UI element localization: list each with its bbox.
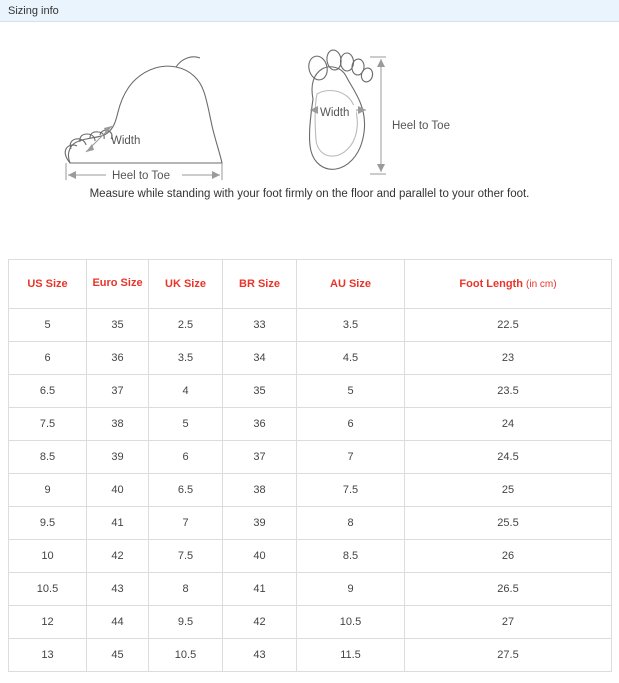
table-cell: 23	[405, 342, 612, 375]
table-cell: 22.5	[405, 309, 612, 342]
table-cell: 42	[223, 606, 297, 639]
size-chart-table-container	[8, 259, 611, 672]
table-cell: 10.5	[9, 573, 87, 606]
table-row	[9, 342, 612, 375]
side-view-width-arrow	[86, 126, 112, 152]
measurement-note: Measure while standing with your foot firmly on the floor and parallel to your other foot.	[89, 188, 530, 200]
table-cell: 8.5	[9, 441, 87, 474]
table-cell: 25	[405, 474, 612, 507]
table-row	[9, 441, 612, 474]
table-cell: 42	[87, 540, 149, 573]
table-cell: 43	[87, 573, 149, 606]
table-cell: 3.5	[149, 342, 223, 375]
table-cell: 38	[87, 408, 149, 441]
foot-length-label: Foot Length	[459, 278, 523, 290]
table-cell: 2.5	[149, 309, 223, 342]
table-cell: 35	[223, 375, 297, 408]
table-cell: 33	[223, 309, 297, 342]
diagram-svg	[0, 22, 619, 192]
table-cell: 25.5	[405, 507, 612, 540]
foot-measurement-diagram	[0, 22, 619, 200]
table-cell: 8	[297, 507, 405, 540]
table-cell: 37	[87, 375, 149, 408]
table-cell: 10.5	[297, 606, 405, 639]
table-cell: 7.5	[9, 408, 87, 441]
table-cell: 41	[223, 573, 297, 606]
column-header-br-size: BR Size	[223, 260, 297, 309]
table-cell: 13	[9, 639, 87, 672]
table-row	[9, 540, 612, 573]
table-cell: 5	[9, 309, 87, 342]
column-header-us-size: US Size	[9, 260, 87, 309]
table-cell: 37	[223, 441, 297, 474]
table-cell: 23.5	[405, 375, 612, 408]
table-cell: 24.5	[405, 441, 612, 474]
size-chart-table	[8, 259, 612, 672]
column-header-euro-size: Euro Size	[87, 260, 149, 309]
table-cell: 41	[87, 507, 149, 540]
table-cell: 6.5	[149, 474, 223, 507]
table-cell: 7	[149, 507, 223, 540]
section-header	[0, 0, 619, 22]
table-cell: 7.5	[297, 474, 405, 507]
top-view-heel-to-toe-label: Heel to Toe	[392, 120, 450, 132]
table-header-row	[9, 260, 612, 309]
table-cell: 26	[405, 540, 612, 573]
column-header-au-size: AU Size	[297, 260, 405, 309]
table-cell: 7	[297, 441, 405, 474]
table-cell: 12	[9, 606, 87, 639]
table-cell: 11.5	[297, 639, 405, 672]
table-cell: 9.5	[149, 606, 223, 639]
table-row	[9, 639, 612, 672]
table-cell: 5	[149, 408, 223, 441]
table-row	[9, 375, 612, 408]
table-cell: 8.5	[297, 540, 405, 573]
table-cell: 26.5	[405, 573, 612, 606]
side-view-heel-to-toe-label: Heel to Toe	[112, 170, 170, 182]
page-title: Sizing info	[8, 4, 59, 17]
table-cell: 9.5	[9, 507, 87, 540]
table-body	[9, 309, 612, 672]
table-cell: 4	[149, 375, 223, 408]
table-cell: 40	[223, 540, 297, 573]
table-cell: 6	[9, 342, 87, 375]
table-cell: 9	[9, 474, 87, 507]
table-cell: 44	[87, 606, 149, 639]
table-cell: 27.5	[405, 639, 612, 672]
table-cell: 39	[223, 507, 297, 540]
table-cell: 35	[87, 309, 149, 342]
table-row	[9, 507, 612, 540]
table-cell: 10.5	[149, 639, 223, 672]
table-cell: 6	[297, 408, 405, 441]
table-cell: 4.5	[297, 342, 405, 375]
table-cell: 39	[87, 441, 149, 474]
table-row	[9, 309, 612, 342]
table-cell: 10	[9, 540, 87, 573]
table-cell: 3.5	[297, 309, 405, 342]
table-row	[9, 606, 612, 639]
table-cell: 5	[297, 375, 405, 408]
column-header-uk-size: UK Size	[149, 260, 223, 309]
table-cell: 43	[223, 639, 297, 672]
foot-length-unit: (in cm)	[526, 279, 557, 290]
table-cell: 45	[87, 639, 149, 672]
table-cell: 38	[223, 474, 297, 507]
side-view-width-label: Width	[111, 135, 141, 147]
table-cell: 8	[149, 573, 223, 606]
table-cell: 40	[87, 474, 149, 507]
table-row	[9, 408, 612, 441]
table-cell: 36	[87, 342, 149, 375]
table-row	[9, 474, 612, 507]
table-cell: 24	[405, 408, 612, 441]
table-cell: 7.5	[149, 540, 223, 573]
top-view-width-label: Width	[320, 107, 350, 119]
table-row	[9, 573, 612, 606]
table-cell: 6.5	[9, 375, 87, 408]
table-cell: 6	[149, 441, 223, 474]
side-view-foot-outline	[65, 57, 222, 163]
table-cell: 27	[405, 606, 612, 639]
column-header-foot-length	[405, 260, 612, 309]
table-cell: 9	[297, 573, 405, 606]
table-cell: 34	[223, 342, 297, 375]
table-cell: 36	[223, 408, 297, 441]
